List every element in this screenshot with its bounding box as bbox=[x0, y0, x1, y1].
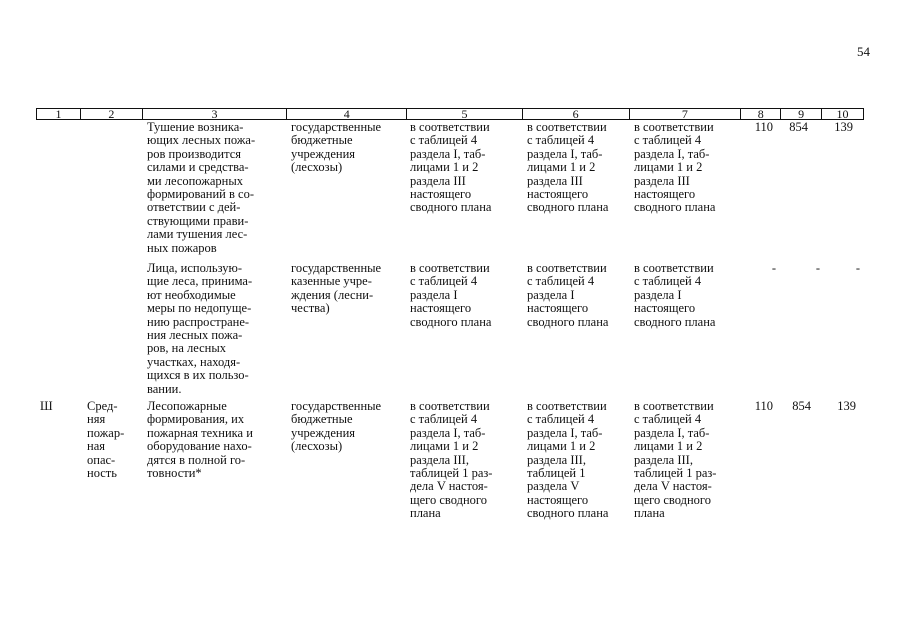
row2-col10: - bbox=[855, 261, 860, 275]
row1-col10: 139 bbox=[834, 120, 853, 134]
row2-action: Лица, использую- щие леса, принима- ют необходимые меры по недопуще- нию распростране- ния лесных пожа- ров, на лесных участках, находя- щихся в их пользо- вании. bbox=[147, 261, 253, 396]
row3-col5: в соответствии с таблицей 4 раздела I, таб- лицами 1 и 2 раздела III, таблицей 1 раз- дела V настоя- щего сводного плана bbox=[410, 399, 493, 521]
header-col-10: 10 bbox=[836, 107, 849, 121]
row1-col6: в соответствии с таблицей 4 раздела I, таб- лицами 1 и 2 раздела III настоящего сводного плана bbox=[527, 120, 609, 215]
row3-executor: государственные бюджетные учреждения (лесхозы) bbox=[291, 399, 382, 454]
row2-col7: в соответствии с таблицей 4 раздела I настоящего сводного плана bbox=[634, 261, 716, 329]
header-col-8: 8 bbox=[741, 109, 781, 119]
row3-col7: в соответствии с таблицей 4 раздела I, таб- лицами 1 и 2 раздела III, таблицей 1 раз- дела V настоя- щего сводного плана bbox=[634, 399, 717, 521]
header-col-5: 5 bbox=[407, 109, 523, 119]
row3-level: Ш bbox=[40, 399, 53, 413]
header-col-4: 4 bbox=[287, 109, 407, 119]
header-col-2: 2 bbox=[81, 109, 143, 119]
row3-col10: 139 bbox=[837, 399, 856, 413]
header-col-7: 7 bbox=[630, 109, 742, 119]
row2-col6: в соответствии с таблицей 4 раздела I настоящего сводного плана bbox=[527, 261, 609, 329]
header-col-1: 1 bbox=[37, 109, 81, 119]
row1-col8: 110 bbox=[754, 120, 773, 134]
row2-col5: в соответствии с таблицей 4 раздела I настоящего сводного плана bbox=[410, 261, 492, 329]
row3-col9: 854 bbox=[792, 399, 811, 413]
row1-executor: государственные бюджетные учреждения (лесхозы) bbox=[291, 120, 382, 175]
row1-col7: в соответствии с таблицей 4 раздела I, таб- лицами 1 и 2 раздела III настоящего сводного плана bbox=[634, 120, 716, 215]
page-number: 54 bbox=[857, 44, 870, 59]
row3-col8: 110 bbox=[754, 399, 773, 413]
header-col-3: 3 bbox=[143, 109, 288, 119]
header-col-6: 6 bbox=[523, 109, 630, 119]
row1-action: Тушение возника- ющих лесных пожа- ров производится силами и средства- ми лесопожарных формирований в со- ответствии с дей- ствующими прави- лами тушения лес- ных пожаров bbox=[147, 120, 256, 255]
row2-col9: - bbox=[815, 261, 820, 275]
row1-col5: в соответствии с таблицей 4 раздела I, таб- лицами 1 и 2 раздела III настоящего сводного плана bbox=[410, 120, 492, 215]
row2-col8: - bbox=[771, 261, 776, 275]
table-header-row bbox=[36, 108, 864, 120]
row3-col6: в соответствии с таблицей 4 раздела I, таб- лицами 1 и 2 раздела III, таблицей 1 раздела V настоящего сводного плана bbox=[527, 399, 609, 521]
row3-action: Лесопожарные формирования, их пожарная техника и оборудование нахо- дятся в полной го- товности* bbox=[147, 399, 253, 481]
row1-col9: 854 bbox=[789, 120, 808, 134]
row2-executor: государственные казенные учре- ждения (лесни- чества) bbox=[291, 261, 382, 316]
header-col-9: 9 bbox=[781, 109, 822, 119]
row3-danger-class: Сред- няя пожар- ная опас- ность bbox=[87, 399, 125, 481]
